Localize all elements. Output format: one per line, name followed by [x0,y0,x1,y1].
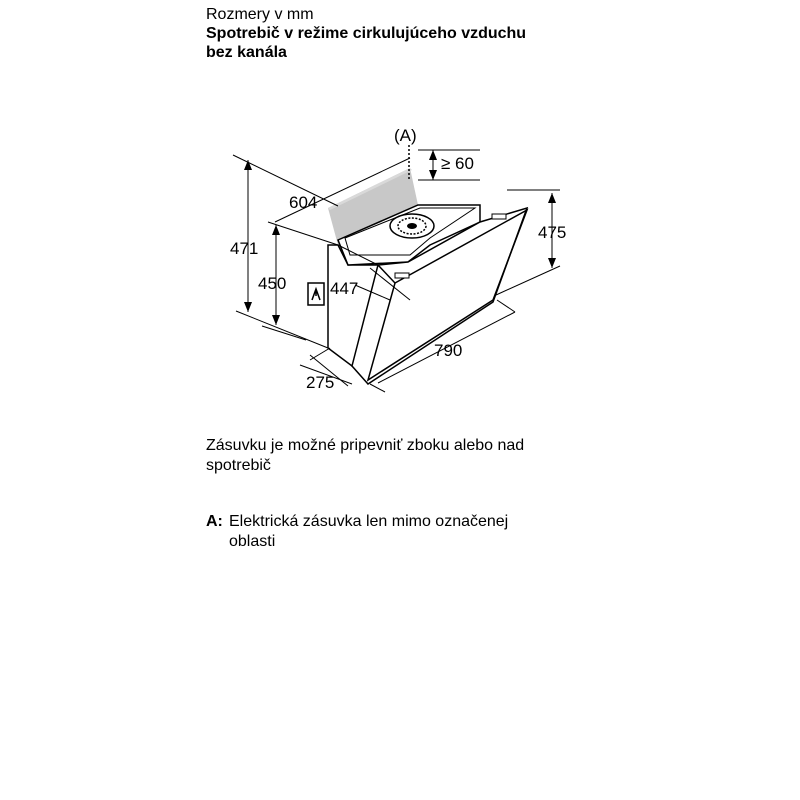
page-title-line2: bez kanála [206,44,287,61]
socket-note-line2: spotrebič [206,457,271,474]
dim-clearance: ≥ 60 [441,154,474,173]
clip-left [395,273,409,278]
units-caption: Rozmery v mm [206,6,314,23]
dim-275: 275 [306,373,335,392]
legend-line1: Elektrická zásuvka len mimo označenej [229,513,509,530]
dim-447: 447 [330,279,359,298]
fan-hub [407,223,417,229]
dim-604: 604 [289,193,318,212]
label-a: (A) [394,126,417,145]
dim-475: 475 [538,223,567,242]
dim-471: 471 [230,239,259,258]
clip-right [492,214,506,219]
socket-note-line1: Zásuvku je možné pripevniť zboku alebo nad [206,437,525,454]
dim-790: 790 [434,341,463,360]
page-title-line1: Spotrebič v režime cirkulujúceho vzduchu [206,25,527,42]
dim-450: 450 [258,274,287,293]
legend-line2: oblasti [229,533,276,550]
legend-key: A: [206,513,223,530]
